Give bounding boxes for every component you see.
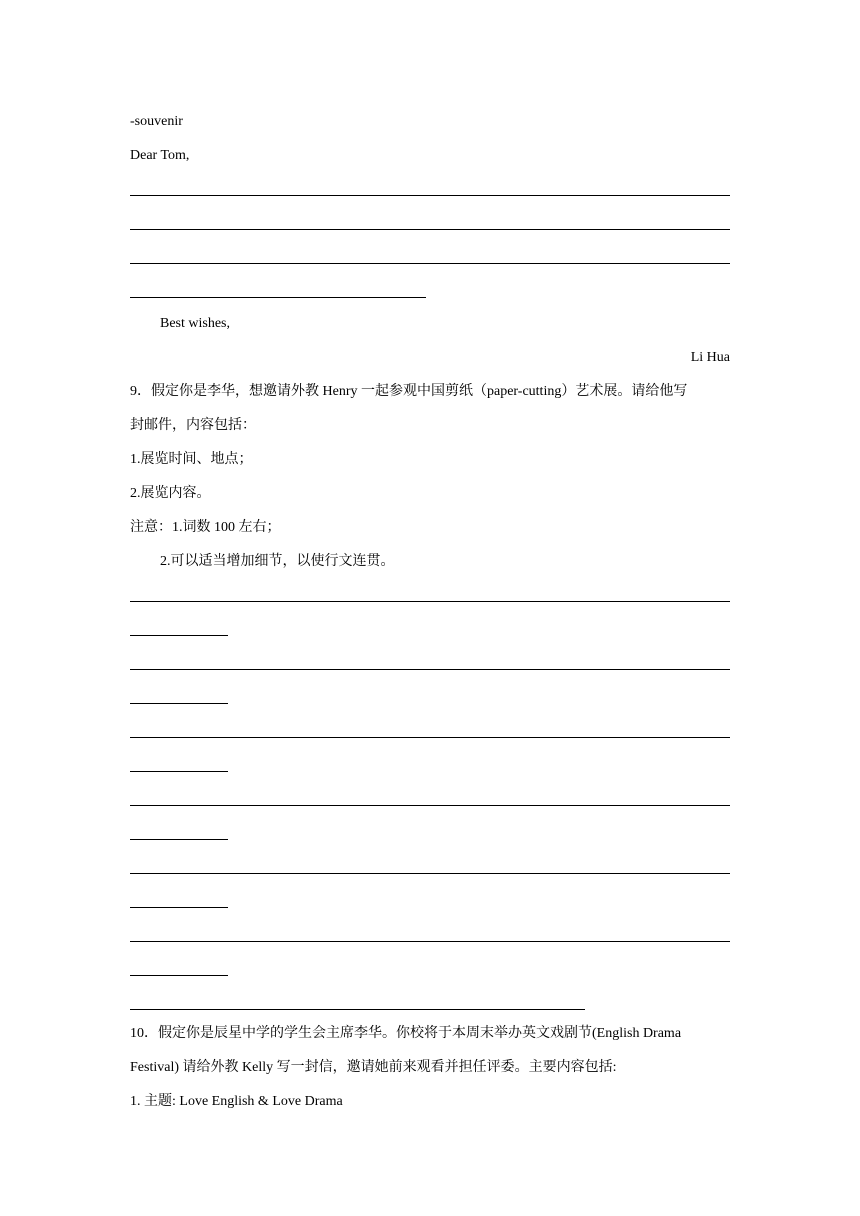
answer-line xyxy=(130,263,730,264)
answer-line xyxy=(130,975,228,976)
answer-line xyxy=(130,195,730,196)
answer-line xyxy=(130,703,228,704)
q10-point-1: 1. 主题: Love English & Love Drama xyxy=(130,1094,343,1109)
answer-line xyxy=(130,635,228,636)
answer-line xyxy=(130,771,228,772)
letter-closing: Best wishes, xyxy=(160,316,230,331)
q9-point-1: 1.展览时间、地点； xyxy=(130,452,253,467)
answer-line xyxy=(130,669,730,670)
answer-line xyxy=(130,601,730,602)
q9-note-1: 注意：1.词数 100 左右； xyxy=(130,520,281,535)
answer-line xyxy=(130,839,228,840)
q9-point-2: 2.展览内容。 xyxy=(130,486,211,501)
answer-line xyxy=(130,229,730,230)
q9-note-2: 2.可以适当增加细节，以使行文连贯。 xyxy=(160,554,395,569)
letter-signature: Li Hua xyxy=(690,350,730,365)
q10-prompt-line-1: 10．假定你是辰星中学的学生会主席李华。你校将于本周末举办英文戏剧节(English Drama xyxy=(130,1026,682,1041)
answer-line xyxy=(130,297,426,298)
answer-line xyxy=(130,737,730,738)
answer-line xyxy=(130,1009,585,1010)
answer-line xyxy=(130,805,730,806)
answer-line xyxy=(130,873,730,874)
q9-prompt-line-1: 9．假定你是李华，想邀请外教 Henry 一起参观中国剪纸（paper-cutting）艺术展。请给他写 xyxy=(130,384,688,399)
q9-prompt-line-2: 封邮件，内容包括： xyxy=(130,418,256,433)
answer-line xyxy=(130,941,730,942)
q10-prompt-line-2: Festival) 请给外教 Kelly 写一封信，邀请她前来观看并担任评委。主要内容包括: xyxy=(130,1060,617,1075)
answer-line xyxy=(130,907,228,908)
prev-item-text: -souvenir xyxy=(130,114,183,129)
letter-salutation: Dear Tom, xyxy=(130,148,190,163)
